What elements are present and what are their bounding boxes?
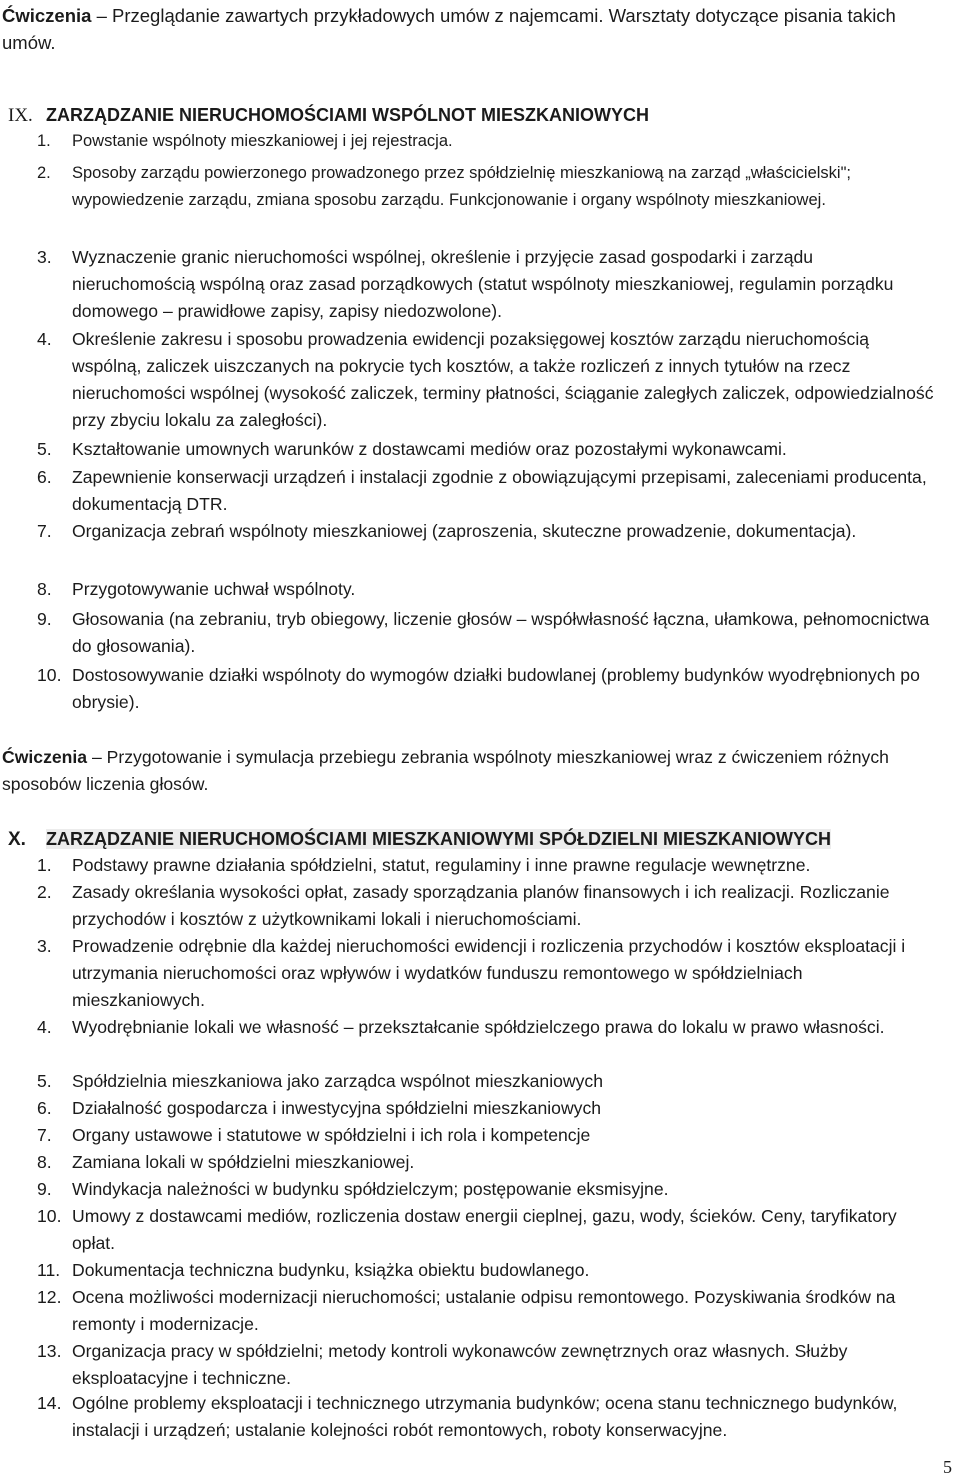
item-number: 9.	[37, 609, 52, 629]
item-number: 4.	[37, 1017, 52, 1037]
item-number: 14.	[37, 1393, 62, 1413]
item-number: 1.	[37, 132, 51, 150]
list-item	[37, 160, 937, 214]
item-text: Kształtowanie umownych warunków z dostawcami mediów oraz pozostałymi wykonawcami.	[72, 439, 787, 459]
item-number: 12.	[37, 1287, 62, 1307]
item-text: Organizacja pracy w spółdzielni; metody kontroli wykonawców zewnętrznych oraz własnych. Służby eksploatacyjne i techniczne.	[72, 1341, 848, 1388]
item-text: Podstawy prawne działania spółdzielni, statut, regulaminy i inne prawne regulacje wewnętrzne.	[72, 855, 811, 875]
item-number: 10.	[37, 1206, 62, 1226]
section-heading-ix	[8, 104, 649, 127]
item-text: Zasady określania wysokości opłat, zasady sporządzania planów finansowych i ich realizacji. Rozliczanie przychodów i kosztów z użytkownikami lokali i nieruchomościami.	[72, 882, 890, 929]
section-heading-x	[8, 828, 831, 851]
item-number: 8.	[37, 1152, 52, 1172]
item-text: Wyodrębnianie lokali we własność – przekształcanie spółdzielczego prawa do lokalu w prawo własności.	[72, 1017, 885, 1037]
item-number: 3.	[37, 936, 52, 956]
list-item	[37, 1390, 937, 1444]
exercise-note-1	[2, 2, 937, 56]
item-number: 7.	[37, 1125, 52, 1145]
item-text: Windykacja należności w budynku spółdzielczym; postępowanie eksmisyjne.	[72, 1179, 669, 1199]
item-number: 3.	[37, 247, 52, 267]
list-item	[37, 1122, 937, 1149]
item-text: Głosowania (na zebraniu, tryb obiegowy, liczenie głosów – współwłasność łączna, ułamkowa, pełnomocnictwa do głosowania).	[72, 609, 930, 656]
exercise-text: – Przeglądanie zawartych przykładowych umów z najemcami. Warsztaty dotyczące pisania takich umów.	[2, 5, 896, 53]
section-number: IX.	[8, 105, 33, 126]
item-number: 13.	[37, 1341, 62, 1361]
list-item	[37, 1149, 937, 1176]
item-text: Organy ustawowe i statutowe w spółdzielni i ich rola i kompetencje	[72, 1125, 591, 1145]
list-item	[37, 662, 937, 716]
item-number: 9.	[37, 1179, 52, 1199]
item-number: 2.	[37, 882, 52, 902]
section-title: ZARZĄDZANIE NIERUCHOMOŚCIAMI WSPÓLNOT MIESZKANIOWYCH	[46, 105, 649, 125]
item-number: 5.	[37, 1071, 52, 1091]
item-text: Działalność gospodarcza i inwestycyjna spółdzielni mieszkaniowych	[72, 1098, 602, 1118]
item-number: 6.	[37, 1098, 52, 1118]
list-item	[37, 128, 937, 155]
item-text: Ogólne problemy eksploatacji i technicznego utrzymania budynków; ocena stanu technicznego budynków, instalacji i urządzeń; ustalanie kolejności robót remontowych, roboty konserwacyjne.	[72, 1393, 898, 1440]
list-item	[37, 244, 937, 325]
list-item	[37, 1257, 937, 1284]
list-item	[37, 518, 937, 545]
item-text: Dostosowywanie działki wspólnoty do wymogów działki budowlanej (problemy budynków wyodrębnionych po obrysie).	[72, 665, 920, 712]
item-number: 5.	[37, 439, 52, 459]
exercise-text: – Przygotowanie i symulacja przebiegu zebrania wspólnoty mieszkaniowej wraz z ćwiczeniem różnych sposobów liczenia głosów.	[2, 747, 889, 794]
list-item	[37, 1176, 937, 1203]
item-number: 11.	[37, 1260, 61, 1280]
item-text: Wyznaczenie granic nieruchomości wspólnej, określenie i przyjęcie zasad gospodarki i zarządu nieruchomością wspólną oraz zasad porządkowych (statut wspólnoty mieszkaniowej, regulamin porządku domowego – prawidłowe zapisy, zapisy niedozwolone).	[72, 247, 894, 321]
item-text: Ocena możliwości modernizacji nieruchomości; ustalanie odpisu remontowego. Pozyskiwania środków na remonty i modernizacje.	[72, 1287, 896, 1334]
exercise-label: Ćwiczenia	[2, 747, 88, 767]
list-item	[37, 606, 937, 660]
item-number: 6.	[37, 467, 52, 487]
list-item	[37, 852, 937, 879]
item-text: Umowy z dostawcami mediów, rozliczenia dostaw energii cieplnej, gazu, wody, ścieków. Ceny, taryfikatory opłat.	[72, 1206, 897, 1253]
item-number: 7.	[37, 521, 52, 541]
section-number: X.	[8, 829, 26, 850]
list-item	[37, 326, 937, 434]
section-title: ZARZĄDZANIE NIERUCHOMOŚCIAMI MIESZKANIOWYMI SPÓŁDZIELNI MIESZKANIOWYCH	[46, 829, 831, 849]
exercise-note-2	[2, 744, 937, 798]
item-number: 10.	[37, 665, 62, 685]
item-text: Dokumentacja techniczna budynku, książka obiektu budowlanego.	[72, 1260, 590, 1280]
item-number: 1.	[37, 855, 52, 875]
item-text: Określenie zakresu i sposobu prowadzenia ewidencji pozaksięgowej kosztów zarządu nieruchomością wspólną, zaliczek uiszczanych na pokrycie tych kosztów, a także rozliczeń z innych tytułów na rzecz nieruchomości wspólnej (wysokość zaliczek, terminy płatności, ściąganie zaległych zaliczek, odpowiedzialność przy zbyciu lokalu za zaległości).	[72, 329, 934, 430]
list-item	[37, 1095, 937, 1122]
item-text: Zapewnienie konserwacji urządzeń i instalacji zgodnie z obowiązującymi przepisami, zaleceniami producenta, dokumentacją DTR.	[72, 467, 927, 514]
exercise-label: Ćwiczenia	[2, 5, 92, 26]
item-text: Spółdzielnia mieszkaniowa jako zarządca wspólnot mieszkaniowych	[72, 1071, 603, 1091]
item-text: Powstanie wspólnoty mieszkaniowej i jej rejestracja.	[72, 132, 453, 150]
item-number: 4.	[37, 329, 52, 349]
item-number: 2.	[37, 164, 51, 182]
list-item	[37, 1284, 937, 1338]
list-item	[37, 436, 937, 463]
list-item	[37, 1203, 937, 1257]
page-number: 5	[943, 1457, 952, 1477]
item-text: Prowadzenie odrębnie dla każdej nieruchomości ewidencji i rozliczenia przychodów i kosztów eksploatacji i utrzymania nieruchomości oraz wpływów i wydatków funduszu remontowego w spółdzielniach mieszkaniowych.	[72, 936, 906, 1010]
list-item	[37, 1338, 937, 1392]
item-text: Zamiana lokali w spółdzielni mieszkaniowej.	[72, 1152, 415, 1172]
item-number: 8.	[37, 579, 52, 599]
item-text: Przygotowywanie uchwał wspólnoty.	[72, 579, 356, 599]
item-text: Sposoby zarządu powierzonego prowadzonego przez spółdzielnię mieszkaniową na zarząd „właścicielski"; wypowiedzenie zarządu, zmiana sposobu zarządu. Funkcjonowanie i organy wspólnoty mieszkaniowej.	[72, 164, 852, 209]
list-item	[37, 576, 937, 603]
list-item	[37, 1014, 937, 1041]
list-item	[37, 1068, 937, 1095]
list-item	[37, 879, 937, 933]
list-item	[37, 464, 937, 518]
list-item	[37, 933, 937, 1014]
item-text: Organizacja zebrań wspólnoty mieszkaniowej (zaproszenia, skuteczne prowadzenie, dokumentacja).	[72, 521, 857, 541]
